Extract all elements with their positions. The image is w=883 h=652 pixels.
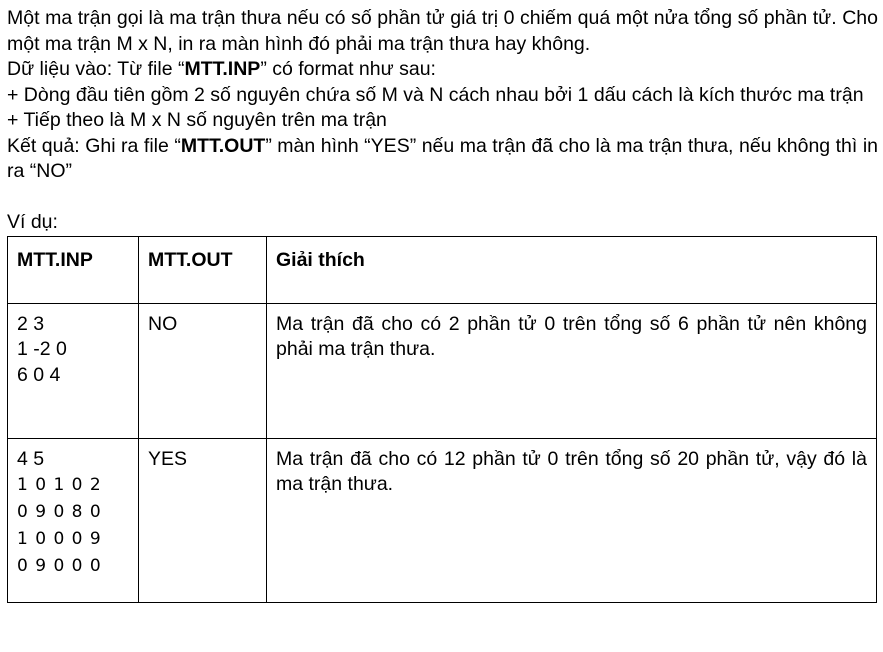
table-header-row: [8, 236, 877, 303]
input-description: Dữ liệu vào: Từ file “MTT.INP” có format như sau:: [7, 58, 436, 80]
output-cell: NO: [139, 303, 267, 438]
header-output-file: MTT.OUT: [139, 236, 267, 303]
header-explanation: Giải thích: [267, 236, 877, 303]
input-cell: [8, 438, 139, 602]
input-line: 1 -2 0: [17, 338, 67, 360]
header-input-file: MTT.INP: [8, 236, 139, 303]
input-cell: [8, 303, 139, 438]
input-line: 4 5: [17, 447, 45, 470]
explanation-cell: Ma trận đã cho có 12 phần tử 0 trên tổng số 20 phần tử, vậy đó là ma trận thưa.: [267, 438, 877, 602]
output-filename: MTT.OUT: [180, 134, 266, 157]
example-table: [7, 236, 877, 603]
explanation-cell: Ma trận đã cho có 2 phần tử 0 trên tổng số 6 phần tử nên không phải ma trận thưa.: [267, 303, 877, 438]
input-line: 6 0 4: [17, 363, 61, 386]
input-bullet-2: + Tiếp theo là M x N số nguyên trên ma trận: [7, 109, 387, 131]
input-line: 0 9 0 0 0: [17, 556, 102, 576]
output-cell: YES: [139, 438, 267, 602]
input-line: 2 3: [17, 312, 45, 335]
input-line: 1 0 0 0 9: [17, 529, 102, 549]
example-label: Ví dụ:: [7, 211, 58, 233]
output-description: Kết quả: Ghi ra file “MTT.OUT” màn hình “YES” nếu ma trận đã cho là ma trận thưa, nếu không thì in ra “NO”: [7, 134, 878, 182]
input-line: 1 0 1 0 2: [17, 475, 102, 495]
document-page: [7, 6, 878, 603]
input-filename: MTT.INP: [184, 58, 261, 80]
spacer: [7, 185, 878, 211]
table-row: [8, 303, 877, 438]
input-line: 0 9 0 8 0: [17, 502, 102, 522]
input-bullet-1: + Dòng đầu tiên gồm 2 số nguyên chứa số M và N cách nhau bởi 1 dấu cách là kích thước ma trận: [7, 83, 864, 106]
problem-statement: Một ma trận gọi là ma trận thưa nếu có số phần tử giá trị 0 chiếm quá một nửa tổng số phần tử. Cho một ma trận M x N, in ra màn hình đó phải ma trận thưa hay không.: [7, 7, 878, 55]
table-row: [8, 438, 877, 602]
